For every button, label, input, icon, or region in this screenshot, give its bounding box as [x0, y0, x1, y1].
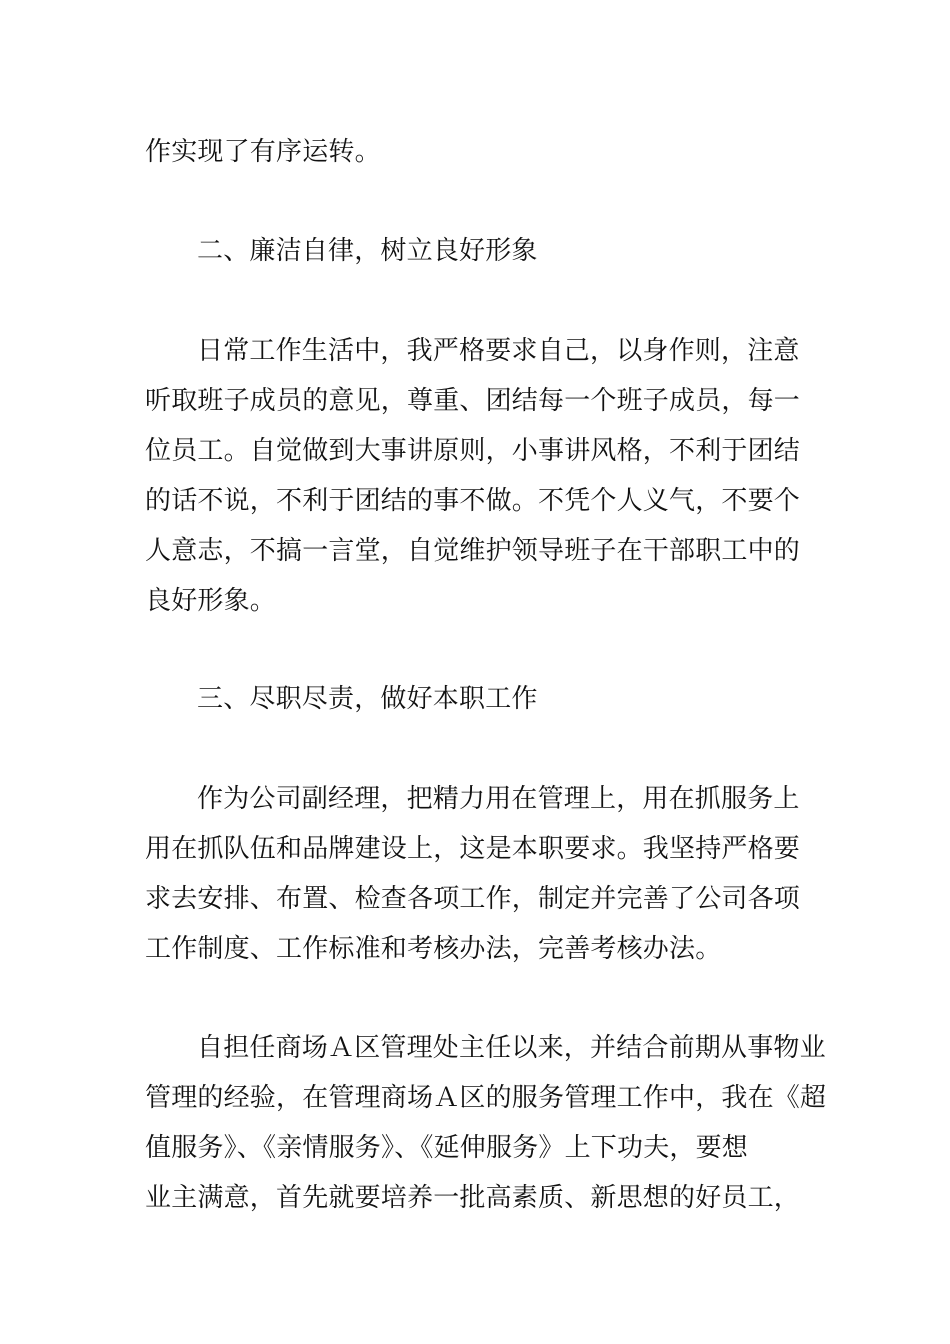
paragraph-line: 用在抓队伍和品牌建设上，这是本职要求。我坚持严格要	[145, 834, 801, 864]
section-heading: 三、尽职尽责，做好本职工作	[197, 684, 538, 714]
paragraph-line: 听取班子成员的意见，尊重、团结每一个班子成员，每一	[145, 386, 801, 416]
paragraph-line: 值服务》、《亲情服务》、《延伸服务》上下功夫，要想	[145, 1133, 749, 1163]
paragraph-line: 求去安排、布置、检查各项工作，制定并完善了公司各项	[145, 884, 801, 914]
paragraph-line: 的话不说，不利于团结的事不做。不凭个人义气，不要个	[145, 486, 801, 516]
paragraph-line: 作为公司副经理，把精力用在管理上，用在抓服务上	[197, 784, 800, 814]
paragraph-line: 自担任商场Ａ区管理处主任以来，并结合前期从事物业	[197, 1033, 826, 1063]
section-heading: 二、廉洁自律，树立良好形象	[197, 236, 538, 266]
paragraph-line: 日常工作生活中，我严格要求自己，以身作则，注意	[197, 336, 800, 366]
paragraph-line: 业主满意，首先就要培养一批高素质、新思想的好员工，	[145, 1183, 801, 1213]
paragraph-line: 管理的经验，在管理商场Ａ区的服务管理工作中，我在《超	[145, 1083, 827, 1113]
paragraph-line: 良好形象。	[145, 586, 277, 616]
paragraph-line: 作实现了有序运转。	[145, 137, 381, 167]
paragraph-line: 工作制度、工作标准和考核办法，完善考核办法。	[145, 934, 722, 964]
paragraph-line: 位员工。自觉做到大事讲原则，小事讲风格，不利于团结	[145, 436, 801, 466]
paragraph-line: 人意志，不搞一言堂，自觉维护领导班子在干部职工中的	[145, 536, 801, 566]
